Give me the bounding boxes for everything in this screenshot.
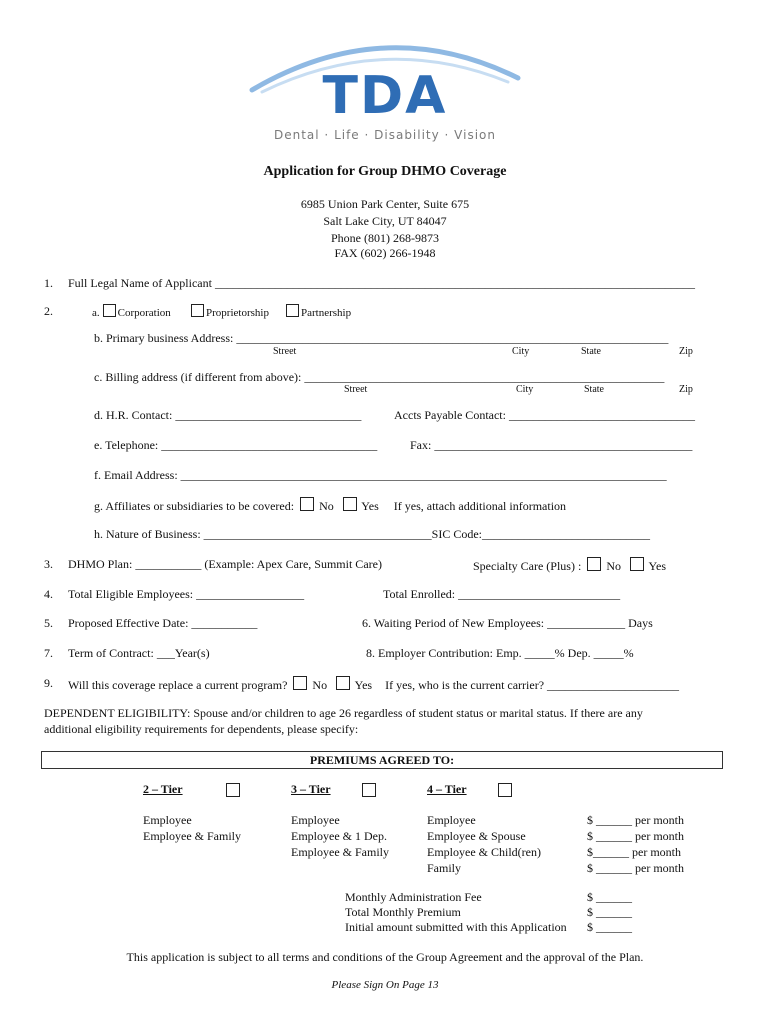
affiliates-no-label: No xyxy=(319,499,334,513)
current-carrier-field[interactable]: If yes, who is the current carrier? ______________________ xyxy=(385,678,680,692)
fax-line: FAX (602) 266-1948 xyxy=(334,246,436,260)
total-eligible-field[interactable]: Total Eligible Employees: __________________ xyxy=(68,587,305,601)
billing-address-field[interactable]: c. Billing address (if different from above): ____________________________________________________________ xyxy=(94,370,665,384)
specialty-yes-label: Yes xyxy=(648,559,667,573)
address-line-1: 6985 Union Park Center, Suite 675 xyxy=(300,197,470,211)
primary-street-label: Street xyxy=(273,346,297,357)
total-enrolled-field[interactable]: Total Enrolled: ___________________________ xyxy=(383,587,621,601)
dependent-eligibility-line-2: additional eligibility requirements for dependents, please specify: xyxy=(44,722,359,736)
term-contract-suffix: Year(s) xyxy=(174,646,210,660)
premium-amount-field[interactable]: $ ______ per month xyxy=(587,813,684,827)
tier-2-row: Employee & Family xyxy=(143,829,241,843)
specialty-yes-checkbox[interactable] xyxy=(630,557,644,571)
tier-2-checkbox[interactable] xyxy=(226,783,240,797)
replace-no-label: No xyxy=(312,678,328,692)
q4-number: 4. xyxy=(44,587,53,601)
primary-address-field[interactable]: b. Primary business Address: ________________________________________________________________________ xyxy=(94,331,669,345)
admin-fee-label: Monthly Administration Fee xyxy=(345,890,482,904)
fax-field[interactable]: Fax: ___________________________________________ xyxy=(410,438,693,452)
replace-yes-checkbox[interactable] xyxy=(336,676,350,690)
effective-date-row xyxy=(68,616,257,631)
partnership-label: Partnership xyxy=(301,307,352,319)
tier-3-label: 3 – Tier xyxy=(291,782,331,796)
logo-tagline: Dental · Life · Disability · Vision xyxy=(274,128,496,142)
tier-4-checkbox[interactable] xyxy=(498,783,512,797)
tier-2-row: Employee xyxy=(143,813,192,827)
phone-line: Phone (801) 268-9873 xyxy=(331,231,439,245)
accts-payable-field[interactable]: Accts Payable Contact: _______________________________ xyxy=(394,408,695,422)
billing-state-label: State xyxy=(584,384,604,395)
premium-amount-field[interactable]: $ ______ per month xyxy=(587,829,684,843)
affiliates-label: g. Affiliates or subsidiaries to be covered: xyxy=(94,499,295,513)
q2-partnership xyxy=(283,304,351,319)
waiting-period-field[interactable]: 6. Waiting Period of New Employees: _____________ Days xyxy=(362,616,653,630)
replace-program-label: Will this coverage replace a current program? xyxy=(68,678,288,692)
telephone-field[interactable]: e. Telephone: ____________________________________ xyxy=(94,438,378,452)
tier-4-label: 4 – Tier xyxy=(427,782,467,796)
proprietorship-checkbox[interactable] xyxy=(191,304,204,317)
admin-fee-field[interactable]: $ ______ xyxy=(587,890,632,904)
replace-no-checkbox[interactable] xyxy=(293,676,307,690)
affiliates-yes-label: Yes xyxy=(361,499,379,513)
tier-2-label: 2 – Tier xyxy=(143,782,183,796)
tier-4-row: Family xyxy=(427,861,462,875)
affiliates-note: If yes, attach additional information xyxy=(393,499,567,513)
q2a-prefix: a. xyxy=(92,307,100,319)
effective-date-label: Proposed Effective Date: xyxy=(68,616,189,630)
q1-number: 1. xyxy=(44,276,53,290)
partnership-checkbox[interactable] xyxy=(286,304,299,317)
corporation-checkbox[interactable] xyxy=(103,304,116,317)
email-field[interactable]: f. Email Address: _________________________________________________________________________________ xyxy=(94,468,667,482)
initial-amount-label: Initial amount submitted with this Application xyxy=(345,920,567,934)
term-contract-field[interactable]: ___ xyxy=(156,646,175,660)
dependent-eligibility-line-1: DEPENDENT ELIGIBILITY: Spouse and/or children to age 26 regardless of student status or marital status. If there are any xyxy=(44,706,643,720)
address-line-2: Salt Lake City, UT 84047 xyxy=(323,214,447,228)
replace-program-row xyxy=(68,676,679,693)
tda-logo xyxy=(240,30,530,148)
premium-amount-field[interactable]: $ ______ per month xyxy=(587,861,684,875)
hr-contact-field[interactable]: d. H.R. Contact: _______________________________ xyxy=(94,408,362,422)
initial-amount-field[interactable]: $ ______ xyxy=(587,920,632,934)
q1-legal-name-field[interactable]: Full Legal Name of Applicant ________________________________________________________________________________ xyxy=(68,276,695,290)
specialty-care-row xyxy=(473,557,666,574)
dhmo-plan-field[interactable]: DHMO Plan: ___________ (Example: Apex Care, Summit Care) xyxy=(68,557,382,571)
primary-city-label: City xyxy=(512,346,530,357)
specialty-no-checkbox[interactable] xyxy=(587,557,601,571)
effective-date-field[interactable]: ___________ xyxy=(191,616,258,630)
term-contract-label: Term of Contract: xyxy=(68,646,154,660)
tier-3-row: Employee xyxy=(291,813,340,827)
proprietorship-label: Proprietorship xyxy=(206,307,269,319)
premium-amount-field[interactable]: $______ per month xyxy=(587,845,681,859)
logo-letters: TDA xyxy=(322,66,448,126)
billing-city-label: City xyxy=(516,384,534,395)
primary-state-label: State xyxy=(581,346,601,357)
employer-contribution-field[interactable]: 8. Employer Contribution: Emp. _____% Dep. _____% xyxy=(366,646,634,660)
q2-number: 2. xyxy=(44,304,53,318)
q2-entity-type xyxy=(92,304,171,319)
q5-number: 5. xyxy=(44,616,53,630)
premiums-header: PREMIUMS AGREED TO: xyxy=(41,751,723,769)
primary-zip-label: Zip xyxy=(679,346,693,357)
tier-4-row: Employee & Spouse xyxy=(427,829,526,843)
sign-instruction: Please Sign On Page 13 xyxy=(331,979,439,991)
billing-street-label: Street xyxy=(344,384,368,395)
total-premium-field[interactable]: $ ______ xyxy=(587,905,632,919)
q3-number: 3. xyxy=(44,557,53,571)
total-premium-label: Total Monthly Premium xyxy=(345,905,461,919)
affiliates-yes-checkbox[interactable] xyxy=(343,497,357,511)
tier-3-row: Employee & Family xyxy=(291,845,389,859)
q2-proprietorship xyxy=(188,304,269,319)
form-title: Application for Group DHMO Coverage xyxy=(263,164,507,179)
term-contract-row xyxy=(68,646,210,661)
billing-zip-label: Zip xyxy=(679,384,693,395)
tier-4-row: Employee xyxy=(427,813,476,827)
tier-3-row: Employee & 1 Dep. xyxy=(291,829,387,843)
specialty-care-label: Specialty Care (Plus) : xyxy=(473,559,582,573)
affiliates-no-checkbox[interactable] xyxy=(300,497,314,511)
q9-number: 9. xyxy=(44,676,53,690)
corporation-label: Corporation xyxy=(117,307,171,319)
tier-4-row: Employee & Child(ren) xyxy=(427,845,541,859)
tier-3-checkbox[interactable] xyxy=(362,783,376,797)
terms-statement: This application is subject to all terms and conditions of the Group Agreement and the approval of the Plan. xyxy=(126,950,644,964)
q7-number: 7. xyxy=(44,646,53,660)
specialty-no-label: No xyxy=(606,559,621,573)
replace-yes-label: Yes xyxy=(354,678,373,692)
nature-of-business-field[interactable]: h. Nature of Business: ______________________________________SIC Code:____________________________ xyxy=(94,527,650,541)
affiliates-row xyxy=(94,497,566,514)
